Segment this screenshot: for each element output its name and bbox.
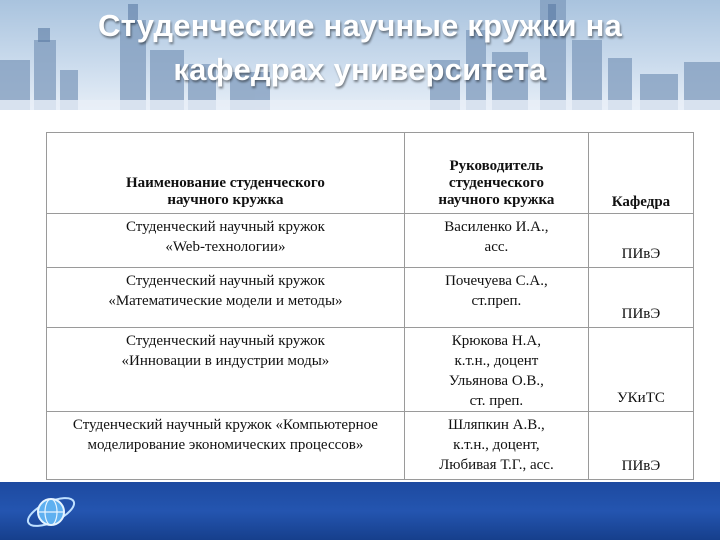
club-name-cell: Студенческий научный кружок «Web-технологии» [47, 214, 405, 268]
header-department: Кафедра [588, 133, 693, 214]
table-row [47, 328, 694, 412]
page-title [0, 4, 720, 92]
department-cell: ПИвЭ [588, 214, 693, 268]
title-line-2: кафедрах университета [173, 52, 547, 87]
leader-cell: Шляпкин А.В., к.т.н., доцент, Любивая Т.Г., асс. [404, 412, 588, 480]
leader-cell: Почечуева С.А., ст.преп. [404, 268, 588, 328]
leader-cell: Василенко И.А., асс. [404, 214, 588, 268]
header-club-name: Наименование студенческого научного кружка [47, 133, 405, 214]
student-clubs-table [46, 132, 694, 480]
department-cell: ПИвЭ [588, 412, 693, 480]
club-name-cell: Студенческий научный кружок «Компьютерное моделирование экономических процессов» [47, 412, 405, 480]
leader-cell: Крюкова Н.А, к.т.н., доцент Ульянова О.В., ст. преп. [404, 328, 588, 412]
table-header-row [47, 133, 694, 214]
department-cell: ПИвЭ [588, 268, 693, 328]
table-row [47, 412, 694, 480]
table-row [47, 268, 694, 328]
header-banner [0, 0, 720, 110]
department-cell: УКиТС [588, 328, 693, 412]
club-name-cell: Студенческий научный кружок «Математические модели и методы» [47, 268, 405, 328]
header-leader: Руководитель студенческого научного кружка [404, 133, 588, 214]
table-row [47, 214, 694, 268]
globe-orbit-logo-icon [24, 488, 78, 536]
title-line-1: Студенческие научные кружки на [98, 8, 622, 43]
club-name-cell: Студенческий научный кружок «Инновации в индустрии моды» [47, 328, 405, 412]
footer-bar [0, 482, 720, 540]
